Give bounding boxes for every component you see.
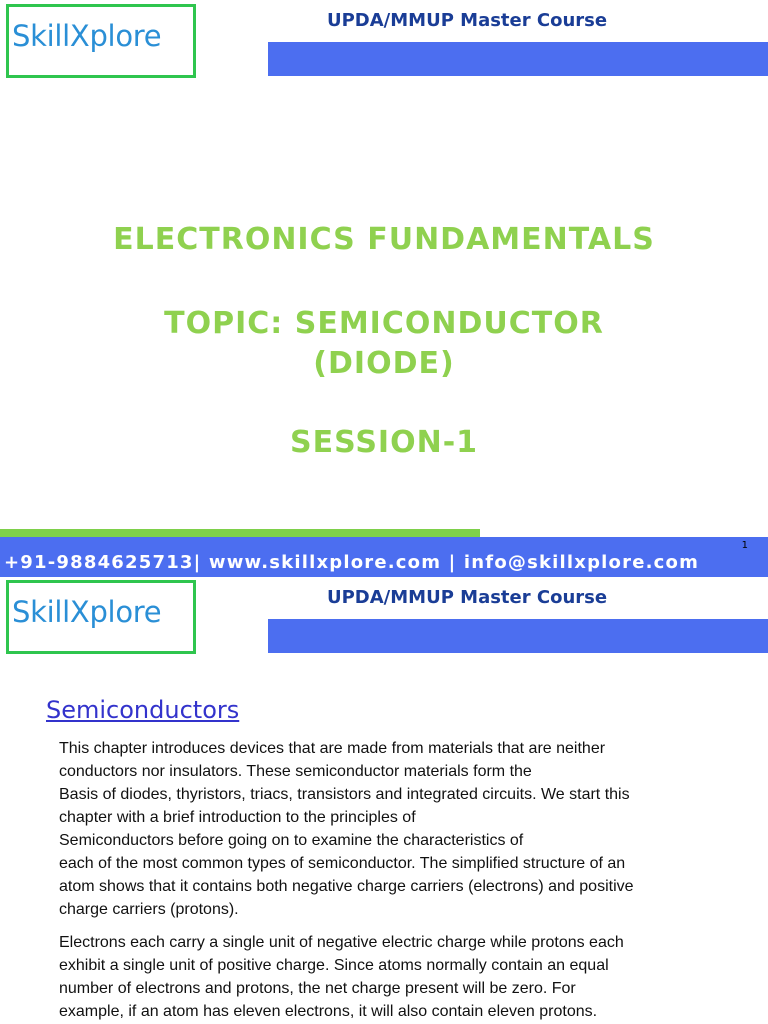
text-line: This chapter introduces devices that are made from materials that are neither [59, 740, 606, 757]
content-slide [0, 577, 768, 1024]
green-divider [0, 529, 480, 537]
text-line: exhibit a single unit of positive charge. Since atoms normally contain an equal [59, 957, 609, 974]
text-line: conductors nor insulators. These semiconductor materials form the [59, 763, 532, 780]
paragraph-1 [59, 737, 719, 921]
session-title: SESSION-1 [289, 425, 479, 460]
logo-text [12, 595, 161, 629]
text-line: chapter with a brief introduction to the principles of [59, 809, 416, 826]
logo-text-skill: Skill [12, 595, 70, 629]
section-heading[interactable]: Semiconductors [46, 696, 240, 724]
text-line: Basis of diodes, thyristors, triacs, transistors and integrated circuits. We start this [59, 786, 630, 803]
text-line: atom shows that it contains both negative charge carriers (electrons) and positive [59, 878, 634, 895]
text-line: each of the most common types of semiconductor. The simplified structure of an [59, 855, 626, 872]
text-line: Electrons each carry a single unit of negative electric charge while protons each [59, 934, 624, 951]
logo-text [12, 19, 161, 53]
topic-title [0, 304, 768, 384]
logo [6, 580, 196, 654]
paragraph-2 [59, 931, 719, 1023]
header-bar [268, 42, 768, 76]
contact-footer: +91-9884625713| www.skillxplore.com | info@skillxplore.com [4, 552, 700, 573]
topic-line-2: (DIODE) [313, 346, 455, 381]
slide-title: ELECTRONICS FUNDAMENTALS [113, 222, 655, 257]
logo-text-plore: plore [89, 19, 162, 53]
logo-text-skill: Skill [12, 19, 70, 53]
course-title: UPDA/MMUP Master Course [327, 587, 608, 608]
page-number: 1 [741, 540, 748, 551]
logo-text-plore: plore [89, 595, 162, 629]
text-line: charge carriers (protons). [59, 901, 239, 918]
logo-text-x: X [69, 19, 90, 53]
text-line: example, if an atom has eleven electrons, it will also contain eleven protons. [59, 1003, 598, 1020]
header-bar [268, 619, 768, 653]
logo [6, 4, 196, 78]
text-line: number of electrons and protons, the net charge present will be zero. For [59, 980, 576, 997]
course-title: UPDA/MMUP Master Course [327, 10, 608, 31]
logo-text-x: X [69, 595, 90, 629]
topic-line-1: TOPIC: SEMICONDUCTOR [164, 306, 604, 341]
footer-bar [0, 537, 768, 577]
text-line: Semiconductors before going on to examine the characteristics of [59, 832, 524, 849]
